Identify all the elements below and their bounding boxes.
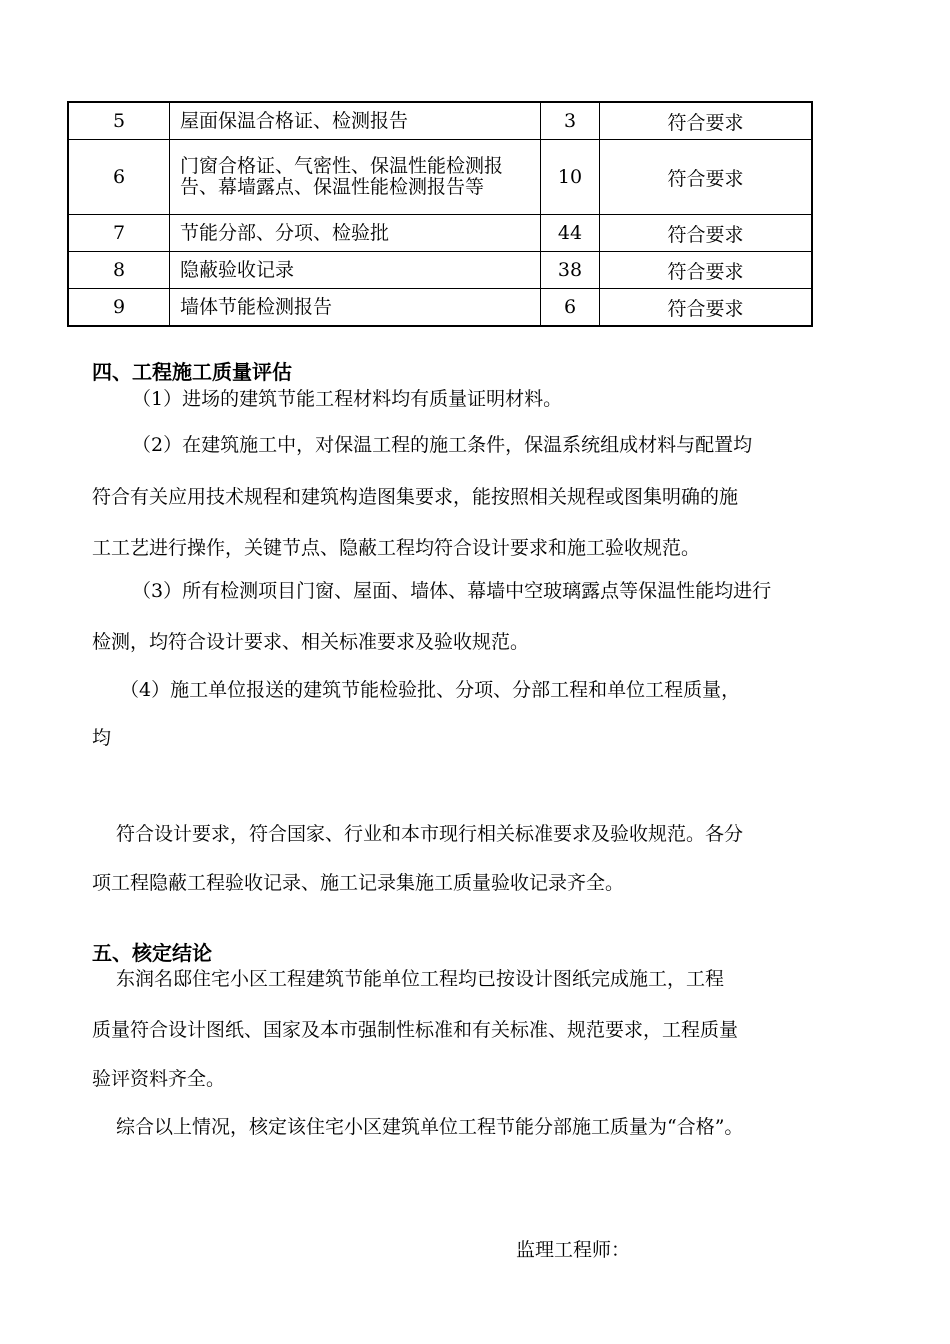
table-row xyxy=(68,102,812,140)
item-result: 符合要求 xyxy=(600,102,813,140)
item-result: 符合要求 xyxy=(600,252,813,289)
row-number: 5 xyxy=(68,102,170,140)
row-number: 6 xyxy=(68,140,170,215)
paragraph-line: （3）所有检测项目门窗、屋面、墙体、幕墙中空玻璃露点等保温性能均进行 xyxy=(132,580,772,602)
item-name: 隐蔽验收记录 xyxy=(170,252,541,289)
item-result: 符合要求 xyxy=(600,140,813,215)
item-name: 节能分部、分项、检验批 xyxy=(170,215,541,252)
table-row xyxy=(68,215,812,252)
paragraph-line: （1）进场的建筑节能工程材料均有质量证明材料。 xyxy=(132,388,563,410)
paragraph-line: 综合以上情况，核定该住宅小区建筑单位工程节能分部施工质量为“合格”。 xyxy=(116,1116,744,1138)
paragraph-line: 验评资料齐全。 xyxy=(92,1068,226,1090)
paragraph-line: 符合有关应用技术规程和建筑构造图集要求，能按照相关规程或图集明确的施 xyxy=(92,486,739,508)
paragraph-line: 均 xyxy=(92,727,112,749)
paragraph-line: （2）在建筑施工中，对保温工程的施工条件，保温系统组成材料与配置均 xyxy=(132,434,753,456)
paragraph-line: 东润名邸住宅小区工程建筑节能单位工程均已按设计图纸完成施工，工程 xyxy=(116,968,725,990)
item-count: 3 xyxy=(541,102,600,140)
table-row xyxy=(68,252,812,289)
paragraph-line: 工工艺进行操作，关键节点、隐蔽工程均符合设计要求和施工验收规范。 xyxy=(92,537,701,559)
table-row xyxy=(68,289,812,327)
item-name: 屋面保温合格证、检测报告 xyxy=(170,102,541,140)
paragraph-line: 项工程隐蔽工程验收记录、施工记录集施工质量验收记录齐全。 xyxy=(92,872,625,894)
section-heading-quality-assessment: 四、工程施工质量评估 xyxy=(92,360,292,384)
item-count: 6 xyxy=(541,289,600,327)
supervising-engineer-signature-label: 监理工程师： xyxy=(516,1239,631,1261)
item-result: 符合要求 xyxy=(600,289,813,327)
item-result: 符合要求 xyxy=(600,215,813,252)
row-number: 8 xyxy=(68,252,170,289)
section-heading-conclusion: 五、核定结论 xyxy=(92,941,212,965)
item-count: 44 xyxy=(541,215,600,252)
paragraph-line: （4）施工单位报送的建筑节能检验批、分项、分部工程和单位工程质量， xyxy=(120,679,741,701)
table-row xyxy=(68,140,812,215)
item-name: 门窗合格证、气密性、保温性能检测报告、幕墙露点、保温性能检测报告等 xyxy=(170,140,541,215)
inspection-records-table xyxy=(67,101,813,327)
item-count: 38 xyxy=(541,252,600,289)
paragraph-line: 质量符合设计图纸、国家及本市强制性标准和有关标准、规范要求，工程质量 xyxy=(92,1019,739,1041)
row-number: 7 xyxy=(68,215,170,252)
paragraph-line: 检测，均符合设计要求、相关标准要求及验收规范。 xyxy=(92,631,530,653)
paragraph-line: 符合设计要求，符合国家、行业和本市现行相关标准要求及验收规范。各分 xyxy=(116,823,744,845)
row-number: 9 xyxy=(68,289,170,327)
item-name: 墙体节能检测报告 xyxy=(170,289,541,327)
item-count: 10 xyxy=(541,140,600,215)
